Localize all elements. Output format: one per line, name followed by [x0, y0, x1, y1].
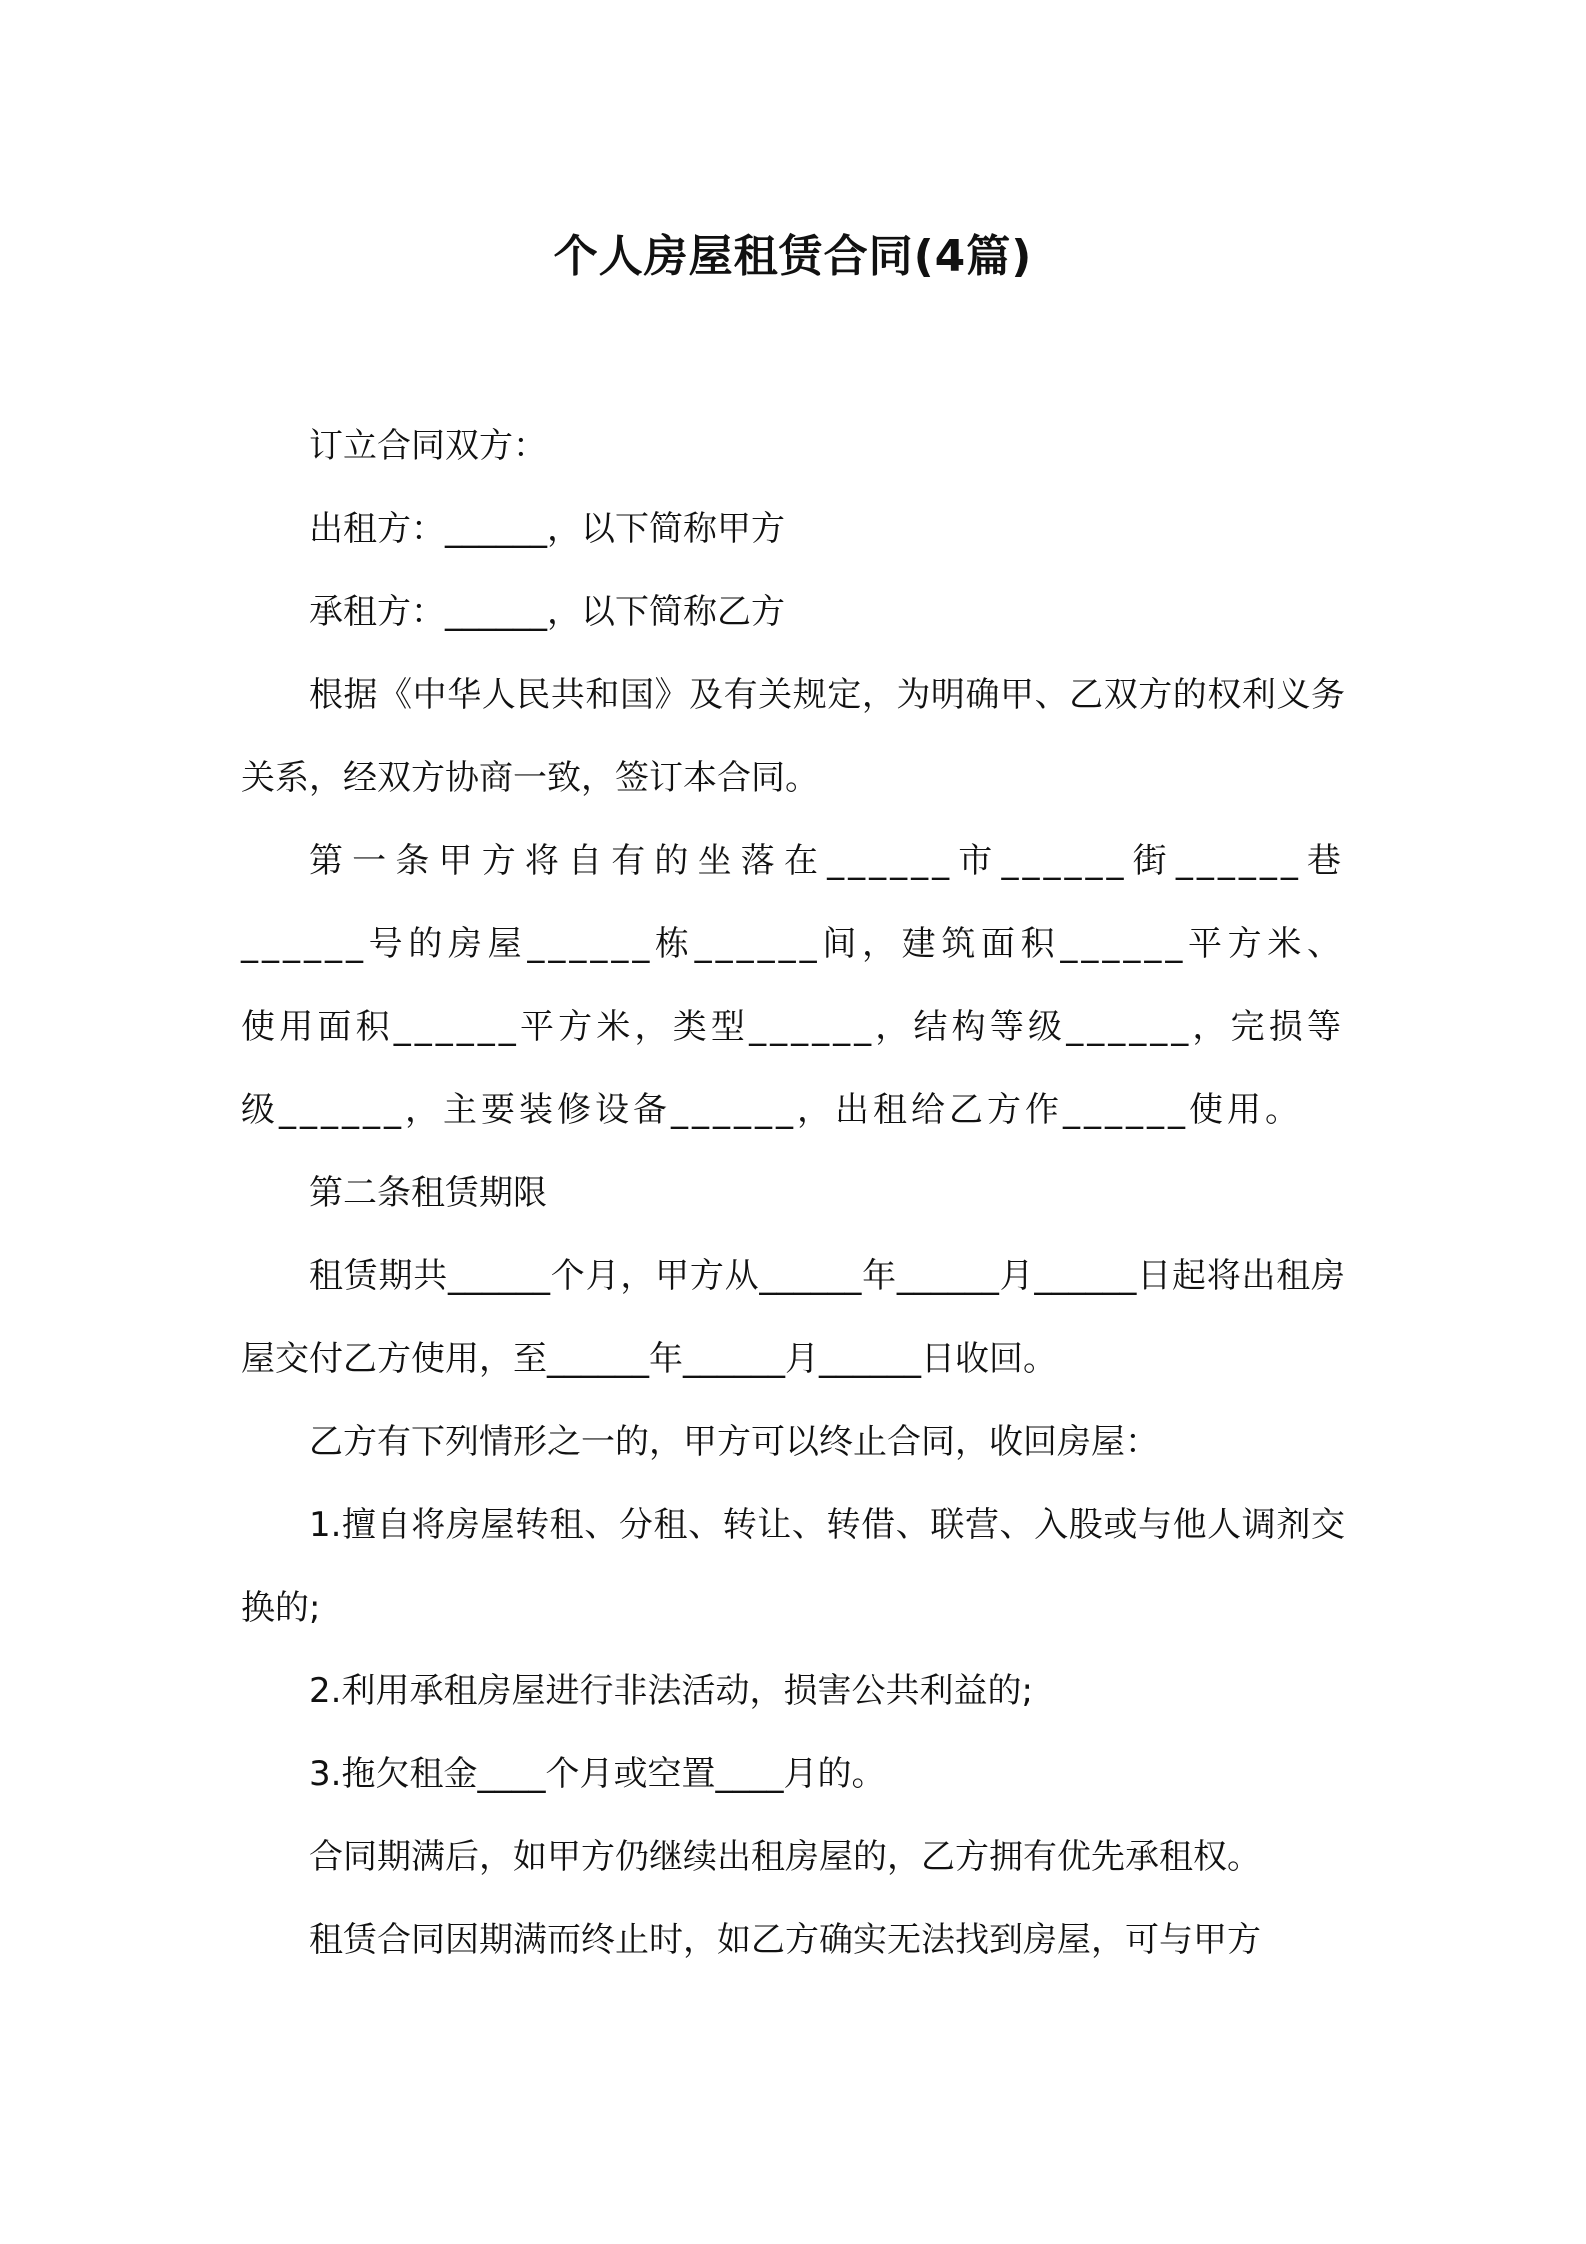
paragraph-lessee: 承租方：______，以下简称乙方	[309, 592, 785, 632]
paragraph-termination-conditions: 乙方有下列情形之一的，甲方可以终止合同，收回房屋：	[309, 1422, 1159, 1462]
paragraph-basis: 根据《中华人民共和国》及有关规定，为明确甲、乙双方的权利义务关系，经双方协商一致，签订本合同。	[241, 675, 1345, 798]
paragraph-parties-heading: 订立合同双方：	[309, 426, 547, 466]
paragraph-article-2-heading: 第二条租赁期限	[309, 1173, 547, 1213]
document-title: 个人房屋租赁合同(4篇)	[553, 231, 1033, 282]
document-body	[241, 405, 1345, 1982]
list-item-condition-1: 1.擅自将房屋转租、分租、转让、转借、联营、入股或与他人调剂交换的;	[241, 1505, 1345, 1628]
paragraph-expiry: 租赁合同因期满而终止时，如乙方确实无法找到房屋，可与甲方	[309, 1920, 1261, 1960]
paragraph-article-1: 第一条甲方将自有的坐落在______市______街______巷______号的房屋______栋______间，建筑面积______平方米、使用面积______平方米，类型______，结构等级______，完损等级______，主要装修设备______，出租给乙方作______使用。	[241, 841, 1345, 1130]
paragraph-renewal-priority: 合同期满后，如甲方仍继续出租房屋的，乙方拥有优先承租权。	[309, 1837, 1261, 1877]
paragraph-lessor: 出租方：______，以下简称甲方	[309, 509, 785, 549]
paragraph-lease-term: 租赁期共______个月，甲方从______年______月______日起将出租房屋交付乙方使用，至______年______月______日收回。	[241, 1256, 1345, 1379]
list-item-condition-3: 3.拖欠租金____个月或空置____月的。	[309, 1754, 886, 1794]
list-item-condition-2: 2.利用承租房屋进行非法活动，损害公共利益的;	[309, 1671, 1033, 1711]
